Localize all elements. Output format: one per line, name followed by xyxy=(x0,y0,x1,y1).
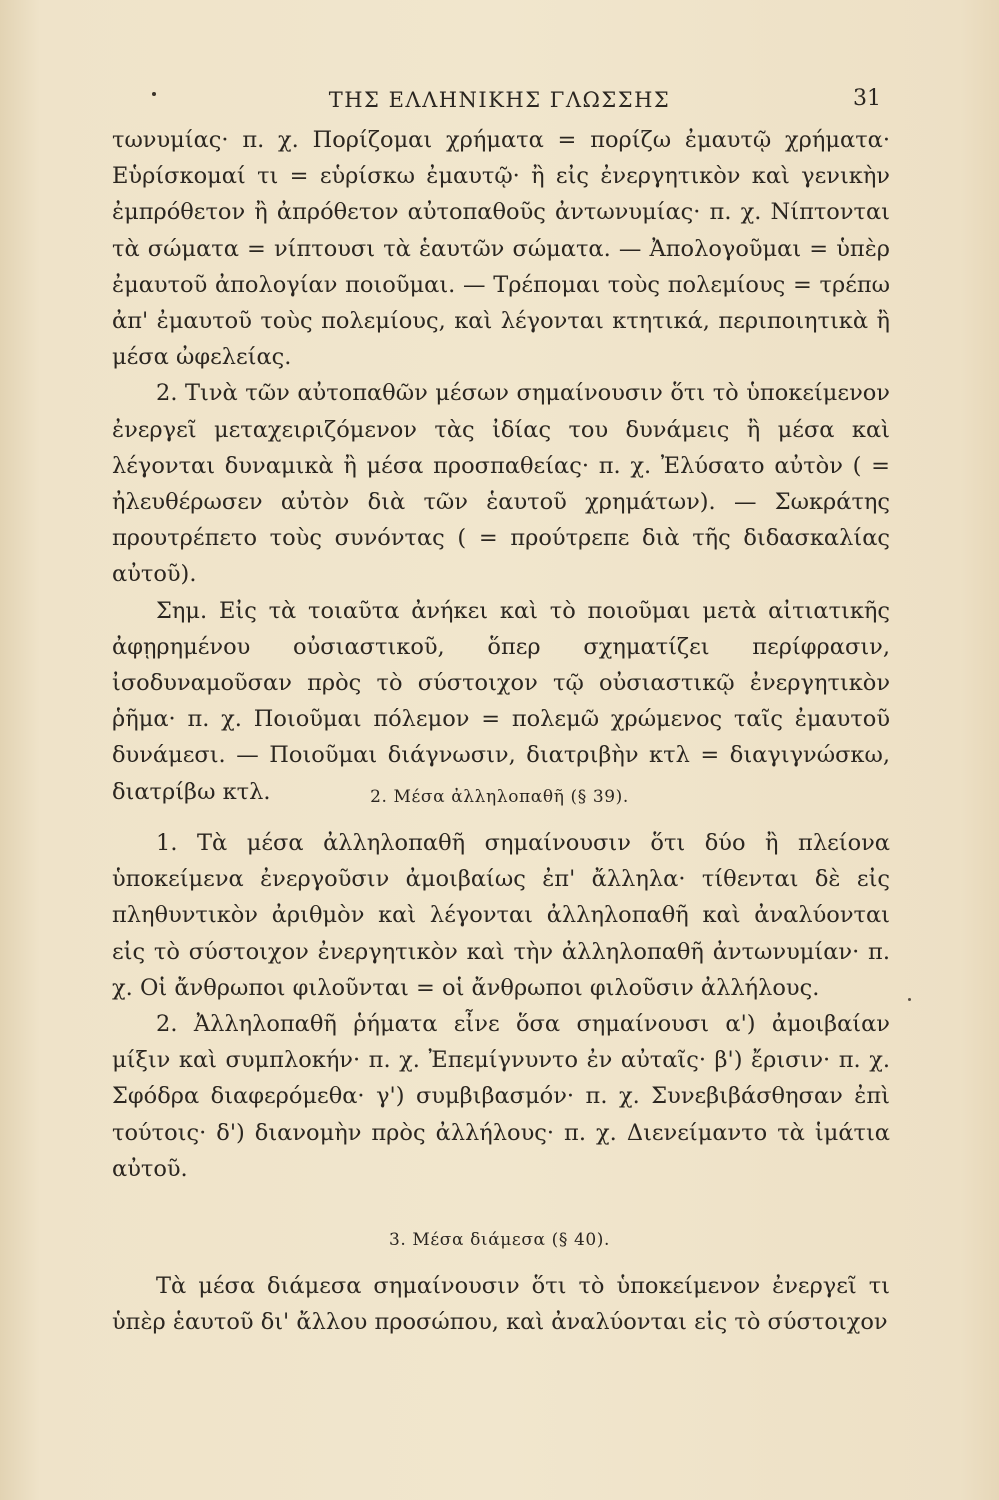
section-heading: 2. Μέσα ἀλληλοπαθῆ (§ 39). xyxy=(370,787,629,807)
section-heading: 3. Μέσα διάμεσα (§ 40). xyxy=(388,1230,611,1250)
running-title: ΤΗΣ ΕΛΛΗΝΙΚΗΣ ΓΛΩΣΣΗΣ xyxy=(328,88,671,112)
note-paragraph: Σημ. Εἰς τὰ τοιαῦτα ἀνήκει καὶ τὸ ποιοῦμαι μετὰ αἰτιατικῆς ἀφῃρημένου οὐσιαστικοῦ, ὅπερ σχηματίζει περίφρασιν, ἰσοδυναμοῦσαν πρὸς τὸ σύστοιχον τῷ οὐσιαστικῷ ἐνεργητικὸν ῥῆμα· π. χ. Ποιοῦμαι πόλεμον = πολεμῶ χρώμενος ταῖς ἐμαυτοῦ δυνάμεσι. — Ποιοῦμαι διάγνωσιν, διατριβὴν κτλ = διαγιγνώσκω, διατρίβω κτλ. xyxy=(112,597,890,805)
paragraph: 2. Ἀλληλοπαθῆ ῥήματα εἶνε ὅσα σημαίνουσι α') ἀμοιβαίαν μίξιν καὶ συμπλοκήν· π. χ. Ἐπεμίγνυντο ἐν αὐταῖς· β') ἔρισιν· π. χ. Σφόδρα διαφερόμεθα· γ') συμβιβασμόν· π. χ. Συνεβιβάσθησαν ἐπὶ τούτοις· δ') διανομὴν πρὸς ἀλλήλους· π. χ. Διενείμαντο τὰ ἱμάτια αὐτοῦ. xyxy=(112,1011,890,1182)
section-3-text xyxy=(112,1268,890,1340)
ink-speck xyxy=(908,998,911,1001)
section-2-text xyxy=(112,825,890,1187)
paragraph: 2. Τινὰ τῶν αὐτοπαθῶν μέσων σημαίνουσιν ὅτι τὸ ὑποκείμενον ἐνεργεῖ μεταχειριζόμενον τὰς ἰδίας του δυνάμεις ἢ μέσα καὶ λέγονται δυναμικὰ ἢ μέσα προσπαθείας· π. χ. Ἐλύσατο αὐτὸν ( = ἠλευθέρωσεν αὐτὸν διὰ τῶν ἑαυτοῦ χρημάτων). — Σωκράτης προυτρέπετο τοὺς συνόντας ( = προύτρεπε διὰ τῆς διδασκαλίας αὐτοῦ). xyxy=(112,380,890,588)
paragraph: Τὰ μέσα διάμεσα σημαίνουσιν ὅτι τὸ ὑποκείμενον ἐνεργεῖ τι ὑπὲρ ἑαυτοῦ δι' ἄλλου προσώπου, καὶ ἀναλύονται εἰς τὸ σύστοιχον xyxy=(112,1273,890,1336)
page-number: 31 xyxy=(853,86,881,111)
paragraph: τωνυμίας· π. χ. Πορίζομαι χρήματα = πορίζω ἐμαυτῷ χρήματα· Εὑρίσκομαί τι = εὑρίσκω ἐμαυτῷ· ἢ εἰς ἐνεργητικὸν καὶ γενικὴν ἐμπρόθετον ἢ ἀπρόθετον αὐτοπαθοῦς ἀντωνυμίας· π. χ. Νίπτονται τὰ σώματα = νίπτουσι τὰ ἑαυτῶν σώματα. — Ἀπολογοῦμαι = ὑπὲρ ἐμαυτοῦ ἀπολογίαν ποιοῦμαι. — Τρέπομαι τοὺς πολεμίους = τρέπω ἀπ' ἐμαυτοῦ τοὺς πολεμίους, καὶ λέγονται κτητικά, περιποιητικὰ ἢ μέσα ὠφελείας. xyxy=(112,127,890,371)
paragraph: 1. Τὰ μέσα ἀλληλοπαθῆ σημαίνουσιν ὅτι δύο ἢ πλείονα ὑποκείμενα ἐνεργοῦσιν ἀμοιβαίως ἐπ' ἄλληλα· τίθενται δὲ εἰς πληθυντικὸν ἀριθμὸν καὶ λέγονται ἀλληλοπαθῆ καὶ ἀναλύονται εἰς τὸ σύστοιχον ἐνεργητικὸν καὶ τὴν ἀλληλοπαθῆ ἀντωνυμίαν· π. χ. Οἱ ἄνθρωποι φιλοῦνται = οἱ ἄνθρωποι φιλοῦσιν ἀλλήλους. xyxy=(112,830,890,1001)
page-header xyxy=(0,86,999,122)
section-1-text xyxy=(112,122,890,810)
